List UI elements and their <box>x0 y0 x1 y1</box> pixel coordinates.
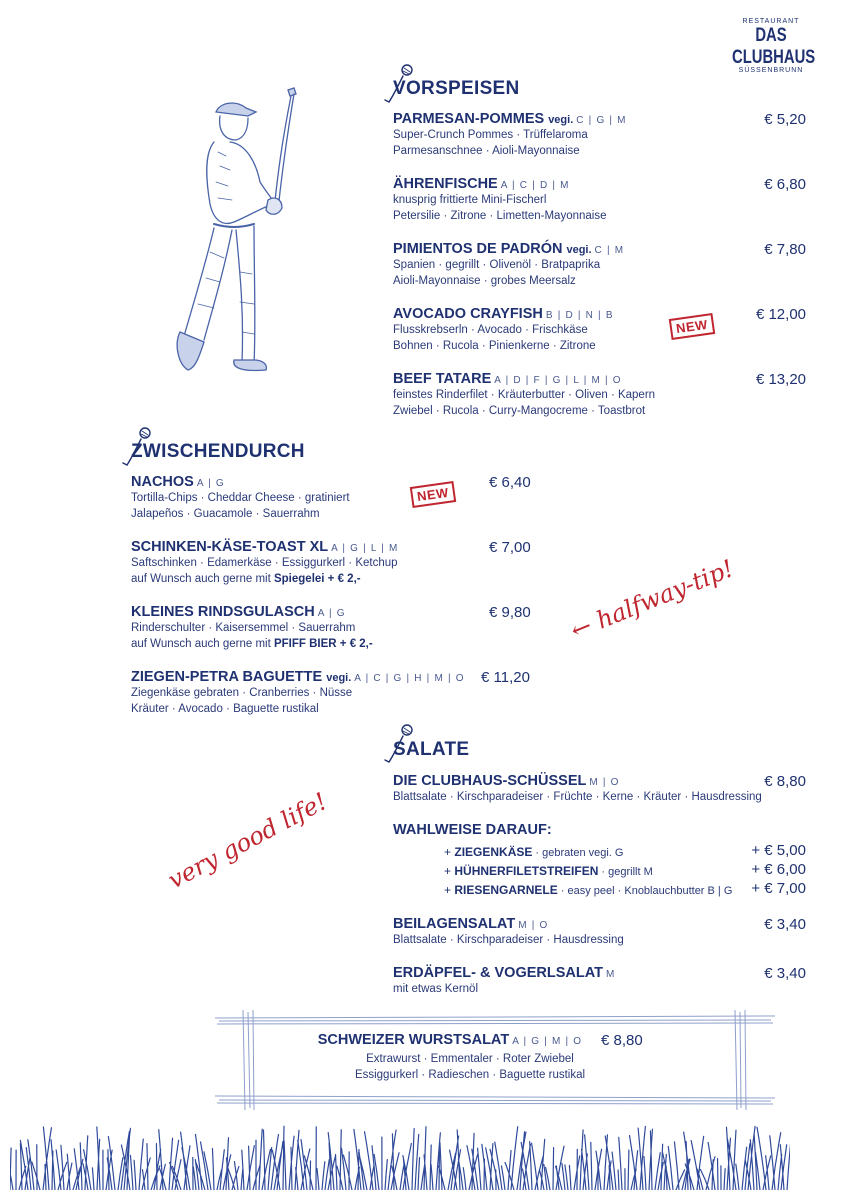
item-description: Extrawurst · Emmentaler · Roter Zwiebel <box>366 1053 574 1065</box>
item-description: Super-Crunch Pommes · Trüffelaroma <box>393 129 588 141</box>
allergen-codes: M | O <box>518 920 549 931</box>
item-description: Parmesanschnee · Aioli-Mayonnaise <box>393 145 580 157</box>
item-description: Bohnen · Rucola · Pinienkerne · Zitrone <box>393 340 596 352</box>
item-price: € 8,80 <box>601 1032 643 1049</box>
item-price: € 3,40 <box>764 965 806 982</box>
allergen-codes: M <box>605 969 616 980</box>
item-description: Kräuter · Avocado · Baguette rustikal <box>131 703 319 715</box>
list-item <box>131 669 465 717</box>
item-description: Saftschinken · Edamerkäse · Essiggurkerl · Ketchup <box>131 557 398 569</box>
handwritten-note-halfway: ← halfway-tip! <box>566 554 738 645</box>
item-price: € 6,40 <box>489 474 531 491</box>
logo-brand: DAS CLUBHAUS <box>732 25 816 68</box>
item-description: Aioli-Mayonnaise · grobes Meersalz <box>393 275 576 287</box>
item-price: € 3,40 <box>764 916 806 933</box>
item-description <box>131 571 399 587</box>
allergen-codes: A | C | D | M <box>500 180 570 191</box>
item-description: Essiggurkerl · Radieschen · Baguette rustikal <box>354 1069 586 1081</box>
item-description <box>131 636 373 652</box>
item-description-text: auf Wunsch auch gerne mit <box>131 573 274 585</box>
topping-name: ZIEGENKÄSE <box>454 845 533 859</box>
topping-detail: · gegrillt M <box>598 866 653 878</box>
vegi-label: vegi. <box>548 114 574 126</box>
item-description: Jalapeños · Guacamole · Sauerrahm <box>131 508 320 520</box>
section-title-vorspeisen: VORSPEISEN <box>393 78 520 99</box>
section-title-salate: SALATE <box>393 739 470 760</box>
topping-name: HÜHNERFILETSTREIFEN <box>454 864 599 878</box>
list-item <box>393 916 624 948</box>
list-item <box>131 604 373 652</box>
item-price: € 8,80 <box>764 773 806 790</box>
allergen-codes: B | D | N | B <box>545 310 614 321</box>
logo-location: SÜSSENBRUNN <box>738 67 804 74</box>
item-name: PIMIENTOS DE PADRÓN <box>393 241 563 257</box>
allergen-codes: A | D | F | G | L | M | O <box>494 375 622 386</box>
allergen-codes: C | G | M <box>576 115 627 126</box>
item-description: Zwiebel · Rucola · Curry-Mangocreme · Toastbrot <box>393 405 646 417</box>
grass-illustration <box>10 1120 790 1190</box>
item-description: Tortilla-Chips · Cheddar Cheese · gratiniert <box>131 492 350 504</box>
topping-price: + € 6,00 <box>751 861 806 878</box>
item-description: Flusskrebserln · Avocado · Frischkäse <box>393 324 588 336</box>
section-title-zwischendurch: ZWISCHENDURCH <box>131 441 305 462</box>
list-item <box>131 474 350 522</box>
item-price: € 11,20 <box>481 669 530 686</box>
item-price: € 9,80 <box>489 604 531 621</box>
allergen-codes: A | G <box>317 608 346 619</box>
topping-option <box>444 845 623 859</box>
item-description-text: auf Wunsch auch gerne mit <box>131 638 274 650</box>
topping-name: RIESENGARNELE <box>454 883 558 897</box>
item-name: ERDÄPFEL- & VOGERLSALAT <box>393 965 603 981</box>
golfer-illustration <box>170 82 310 382</box>
item-price: € 7,80 <box>764 241 806 258</box>
list-item <box>393 241 624 289</box>
item-description: Ziegenkäse gebraten · Cranberries · Nüsse <box>131 687 353 699</box>
topping-option <box>444 864 653 878</box>
list-item <box>393 176 606 224</box>
item-extra-option: Spiegelei + € 2,- <box>273 573 361 585</box>
list-item <box>393 965 616 997</box>
logo <box>721 18 821 74</box>
handwritten-note-goodlife: very good life! <box>163 787 332 895</box>
plus-sign: + <box>444 845 452 859</box>
item-name: AVOCADO CRAYFISH <box>393 306 543 322</box>
allergen-codes: M | O <box>589 777 620 788</box>
item-price: € 13,20 <box>755 371 806 388</box>
topping-option <box>444 883 732 897</box>
item-extra-option: PFIFF BIER + € 2,- <box>273 638 373 650</box>
item-name: BEILAGENSALAT <box>393 916 516 932</box>
vegi-label: vegi. <box>566 244 592 256</box>
plus-sign: + <box>444 864 452 878</box>
item-description: Petersilie · Zitrone · Limetten-Mayonnaise <box>393 210 607 222</box>
item-description: Spanien · gegrillt · Olivenöl · Bratpaprika <box>393 259 601 271</box>
plus-sign: + <box>444 883 452 897</box>
item-name: SCHINKEN-KÄSE-TOAST XL <box>131 539 329 555</box>
list-item <box>393 371 655 419</box>
item-price: € 5,20 <box>764 111 806 128</box>
vegi-label: vegi. <box>326 672 352 684</box>
list-item <box>131 539 399 587</box>
item-description: mit etwas Kernöl <box>393 983 479 995</box>
item-description: Blattsalate · Kirschparadeiser · Hausdressing <box>393 934 624 946</box>
allergen-codes: A | G <box>196 478 225 489</box>
new-badge: NEW <box>410 481 456 508</box>
topping-detail: · easy peel · Knoblauchbutter B | G <box>557 885 733 897</box>
topping-price: + € 5,00 <box>751 842 806 859</box>
item-name: ZIEGEN-PETRA BAGUETTE <box>131 669 323 685</box>
list-item <box>393 773 762 805</box>
item-description: Rinderschulter · Kaisersemmel · Sauerrahm <box>131 622 356 634</box>
item-name: DIE CLUBHAUS-SCHÜSSEL <box>393 773 587 789</box>
toppings-title: WAHLWEISE DARAUF: <box>393 822 552 838</box>
list-item <box>393 111 627 159</box>
item-description: feinstes Rinderfilet · Kräuterbutter · Oliven · Kapern <box>393 389 656 401</box>
list-item <box>393 306 614 354</box>
topping-detail: · gebraten vegi. G <box>532 847 624 859</box>
allergen-codes: A | G | L | M <box>331 543 399 554</box>
item-name: SCHWEIZER WURSTSALAT <box>317 1032 510 1048</box>
item-name: NACHOS <box>131 474 194 490</box>
new-badge: NEW <box>669 313 715 340</box>
item-price: € 7,00 <box>489 539 531 556</box>
item-price: € 6,80 <box>764 176 806 193</box>
allergen-codes: C | M <box>594 245 625 256</box>
item-name: PARMESAN-POMMES <box>393 111 545 127</box>
logo-restaurant-label: RESTAURANT <box>742 18 800 25</box>
item-price: € 12,00 <box>755 306 806 323</box>
allergen-codes: A | C | G | H | M | O <box>354 673 465 684</box>
item-description: knusprig frittierte Mini-Fischerl <box>393 194 547 206</box>
item-name: BEEF TATARE <box>393 371 492 387</box>
item-name: KLEINES RINDSGULASCH <box>131 604 315 620</box>
allergen-codes: A | G | M | O <box>512 1036 583 1047</box>
item-name: ÄHRENFISCHE <box>393 176 498 192</box>
topping-price: + € 7,00 <box>751 880 806 897</box>
item-description: Blattsalate · Kirschparadeiser · Früchte · Kerne · Kräuter · Hausdressing <box>393 791 762 803</box>
